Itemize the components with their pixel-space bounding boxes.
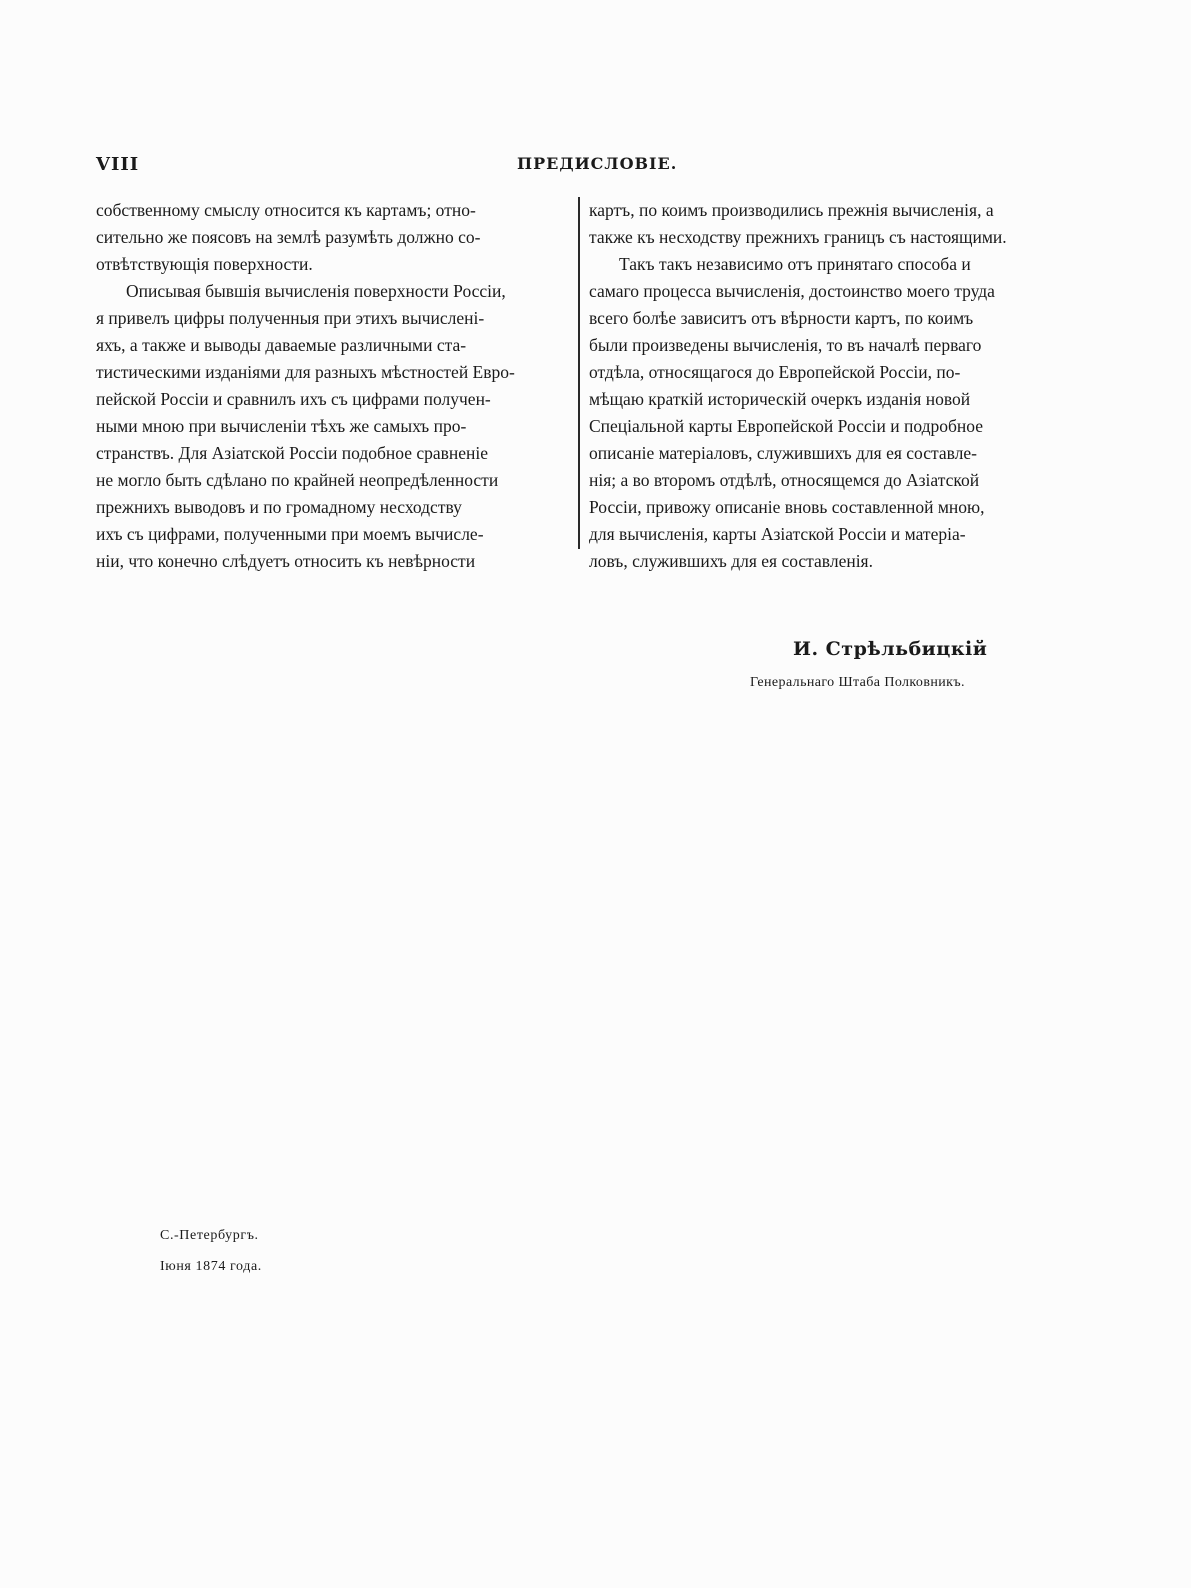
text-line: прежнихъ выводовъ и по громадному несходству — [96, 497, 462, 517]
text-line: не могло быть сдѣлано по крайней неопредѣленности — [96, 470, 499, 490]
page-header — [96, 154, 1096, 178]
text-line: всего болѣе зависитъ отъ вѣрности картъ, по коимъ — [589, 308, 974, 328]
page-number: VIII — [96, 154, 140, 175]
text-line: собственному смыслу относится къ картамъ; отно- — [96, 200, 476, 220]
place-name: С.-Петербургъ. — [160, 1228, 259, 1243]
place-date-block — [160, 1228, 460, 1288]
author-name: И. Стрѣльбицкій — [793, 638, 988, 660]
text-line: мѣщаю краткій историческій очеркъ изданія новой — [589, 389, 971, 409]
text-line: ловъ, служившихъ для ея составленія. — [589, 551, 873, 571]
text-line: ніи, что конечно слѣдуетъ относить къ невѣрности — [96, 551, 476, 571]
text-line: странствъ. Для Азіатской Россіи подобное сравненіе — [96, 443, 489, 463]
signature-block — [700, 638, 1060, 718]
left-column — [96, 197, 562, 575]
text-columns — [96, 197, 1066, 571]
text-line: также къ несходству прежнихъ границъ съ настоящими. — [589, 227, 1007, 247]
text-line: ными мною при вычисленіи тѣхъ же самыхъ про- — [96, 416, 467, 436]
text-line: отдѣла, относящагося до Европейской Россіи, по- — [589, 362, 961, 382]
text-line: ихъ съ цифрами, полученными при моемъ вычисле- — [96, 524, 484, 544]
text-line: самаго процесса вычисленія, достоинство моего труда — [589, 281, 995, 301]
right-column — [589, 197, 1055, 575]
text-line: пейской Россіи и сравнилъ ихъ съ цифрами получен- — [96, 389, 491, 409]
text-line: Такъ такъ независимо отъ принятаго способа и — [619, 254, 971, 274]
running-title: ПРЕДИСЛОВІЕ. — [517, 154, 678, 173]
text-line: тистическими изданіями для разныхъ мѣстностей Евро- — [96, 362, 515, 382]
text-line: были произведены вычисленія, то въ началѣ перваго — [589, 335, 982, 355]
text-line: яхъ, а также и выводы даваемые различными ста- — [96, 335, 467, 355]
text-line: я привелъ цифры полученныя при этихъ вычисленi- — [96, 308, 485, 328]
text-line: сительно же поясовъ на землѣ разумѣть должно со- — [96, 227, 481, 247]
text-line: нія; а во второмъ отдѣлѣ, относящемся до Азіатской — [589, 470, 980, 490]
column-divider — [578, 197, 580, 549]
text-line: для вычисленія, карты Азіатской Россіи и матеріа- — [589, 524, 966, 544]
text-line: отвѣтствующія поверхности. — [96, 254, 313, 274]
text-line: Россіи, привожу описаніе вновь составленной мною, — [589, 497, 985, 517]
text-line: Описывая бывшія вычисленія поверхности Россіи, — [126, 281, 506, 301]
text-line: картъ, по коимъ производились прежнія вычисленія, а — [589, 200, 994, 220]
text-line: описаніе матеріаловъ, служившихъ для ея составле- — [589, 443, 977, 463]
author-rank: Генеральнаго Штаба Полковникъ. — [750, 675, 965, 690]
text-line: Спеціальной карты Европейской Россіи и подробное — [589, 416, 984, 436]
date-line: Іюня 1874 года. — [160, 1259, 262, 1274]
